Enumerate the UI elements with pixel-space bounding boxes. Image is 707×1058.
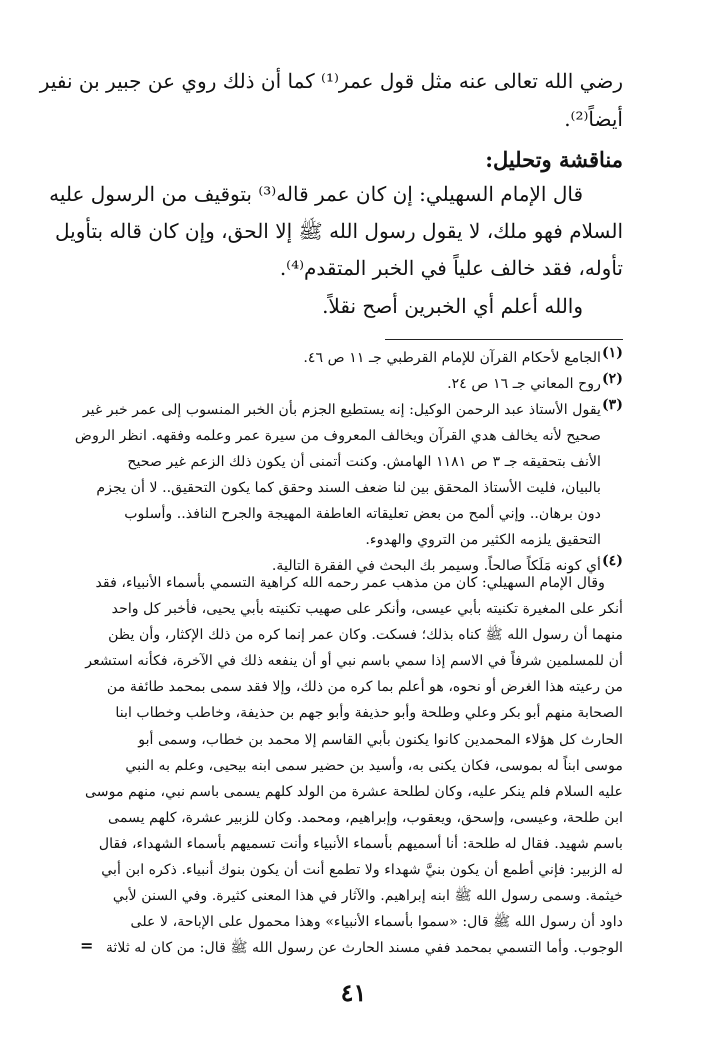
- footnote-number: (٤): [601, 553, 623, 569]
- footnote-line: دون برهان.. وإني ألمح من بعض تعليقاته العاطفة المهيجة والجرح النافذ.. وأسلوب: [124, 506, 601, 522]
- continuation-line: الوجوب. وأما التسمي بمحمد ففي مسند الحارث عن رسول الله ﷺ قال: من كان له ثلاثة: [105, 940, 623, 957]
- text-line: رضي الله تعالى عنه مثل قول عمر⁽¹⁾ كما أن ذلك روي عن جبير بن نفير: [39, 69, 623, 93]
- page-number: ٤١: [340, 978, 367, 1007]
- footnote-line: أي كونه مَلَكاً صالحاً. وسيمر بك البحث في الفقرة التالية.: [271, 558, 601, 574]
- section-heading: مناقشة وتحليل:: [485, 147, 623, 172]
- continuation-line: وقال الإمام السهيلي: كان من مذهب عمر رحمه الله كراهية التسمي بأسماء الأنبياء، فقد: [95, 575, 605, 591]
- footnote-line: بالبيان، فليت الأستاذ المحقق بين لنا ضعف السند وحقق كما يكون التحقيق.. لا أن يجزم: [96, 480, 601, 496]
- text-line: تأوله، فقد خالف علياً في الخبر المتقدم⁽⁴⁾.: [279, 256, 623, 280]
- continuation-line: أن للمسلمين شرفاً في الاسم إذا سمي باسم نبي أو أن ينفعه ذلك في الآخرة، فكأنه استشعر: [85, 653, 623, 670]
- continuation-line: من رعيته هذا الغرض أو نحوه، هو أعلم بما كره من ذلك، وإلا فقد سمى بمحمد طائفة من: [106, 679, 623, 696]
- continuation-line: ابن طلحة، وعيسى، وإسحق، ويعقوب، وإبراهيم، ومحمد. وكان للزبير عشرة، كلهم يسمى: [108, 809, 623, 826]
- continuation-line: له الزبير: فإني أطمع أن يكون بنيَّ شهداء ولا تطمع أنت أن يكون بنوك أنبياء. ذكره ابن أبي: [101, 862, 623, 879]
- footnote-line: التحقيق يلزمه الكثير من التروي والهدوء.: [365, 532, 601, 548]
- text-line: أيضاً⁽²⁾.: [564, 107, 623, 131]
- paragraph-2: [49, 176, 623, 287]
- text-line: السلام فهو ملك، لا يقول رسول الله ﷺ إلا الحق، وإن كان قاله بتأويل: [55, 219, 623, 243]
- footnote-line: الأنف بتحقيقه جـ ٣ ص ١١٨١ الهامش. وكنت أتمنى أن يكون ذلك الزعم غير صحيح: [127, 454, 601, 470]
- footnote-separator: [385, 339, 623, 340]
- paragraph-1: [39, 62, 623, 138]
- continuation-line: داود أن رسول الله ﷺ قال: «سموا بأسماء الأنبياء» وهذا محمول على الإباحة، لا على: [130, 914, 623, 931]
- footnote-continuation: [83, 570, 623, 961]
- continuation-marker: =: [80, 936, 94, 955]
- footnote-2: [83, 371, 623, 397]
- footnote-number: (٢): [601, 371, 623, 387]
- footnote-3: [74, 397, 623, 553]
- footnote-line: روح المعاني جـ ١٦ ص ٢٤.: [447, 376, 601, 392]
- paragraph-3: [83, 288, 623, 324]
- footnote-number: (٣): [601, 397, 623, 413]
- continuation-line: موسى ابناً له بموسى، فكان يكنى به، وأسيد بن حضير سمى ابنه بيحيى، وعلم به النبي: [125, 757, 623, 774]
- continuation-line: منهما أن رسول الله ﷺ كناه بذلك؛ فسكت. وكان عمر إنما كره من ذلك الإكثار، وأن يظن: [108, 627, 623, 644]
- continuation-line: الصحابة منهم أبو بكر وعلي وطلحة وأبو حذيفة وأبو جهم بن حذيفة، وخاطب وخطاب ابنا: [115, 705, 623, 722]
- continuation-line: باسم شهيد. فقال له طلحة: أنا أسميهم بأسماء الأنبياء وأنت تسميهم بأسماء الشهداء، فقال: [98, 835, 623, 852]
- footnote-line: يقول الأستاذ عبد الرحمن الوكيل: إنه يستطيع الجزم بأن الخبر المنسوب إلى عمر خبر غير: [82, 402, 601, 418]
- footnotes: [74, 345, 623, 579]
- continuation-line: خيثمة. وسمى رسول الله ﷺ ابنه إبراهيم. والآثار في هذا المعنى كثيرة. وفي السنن لأبي: [112, 888, 623, 905]
- footnote-line: صحيح لأنه يخالف هدي القرآن ويخالف المعروف من سيرة عمر وعلمه وفقهه. انظر الروض: [74, 428, 601, 444]
- text-line: قال الإمام السهيلي: إن كان عمر قاله⁽³⁾ بتوقيف من الرسول عليه: [49, 182, 583, 206]
- footnote-number: (١): [601, 345, 623, 361]
- continuation-line: أنكر على المغيرة تكنيته بأبي عيسى، وأنكر على صهيب تكنيته بأبي يحيى، فأخبر كل واحد: [111, 601, 623, 618]
- footnote-1: [83, 345, 623, 371]
- continuation-line: عليه السلام فلم ينكر عليه، وكان لطلحة عشرة من الولد كلهم يسمى باسم نبي، منهم موسى: [84, 783, 623, 800]
- continuation-line: الحارث كل هؤلاء المحمدين كانوا يكنون بأبي القاسم إلا محمد بن خطاب، وسمى أبو: [138, 731, 623, 748]
- footnote-line: الجامع لأحكام القرآن للإمام القرطبي جـ ١١ ص ٤٦.: [303, 350, 601, 366]
- text-line: والله أعلم أي الخبرين أصح نقلاً.: [322, 294, 583, 318]
